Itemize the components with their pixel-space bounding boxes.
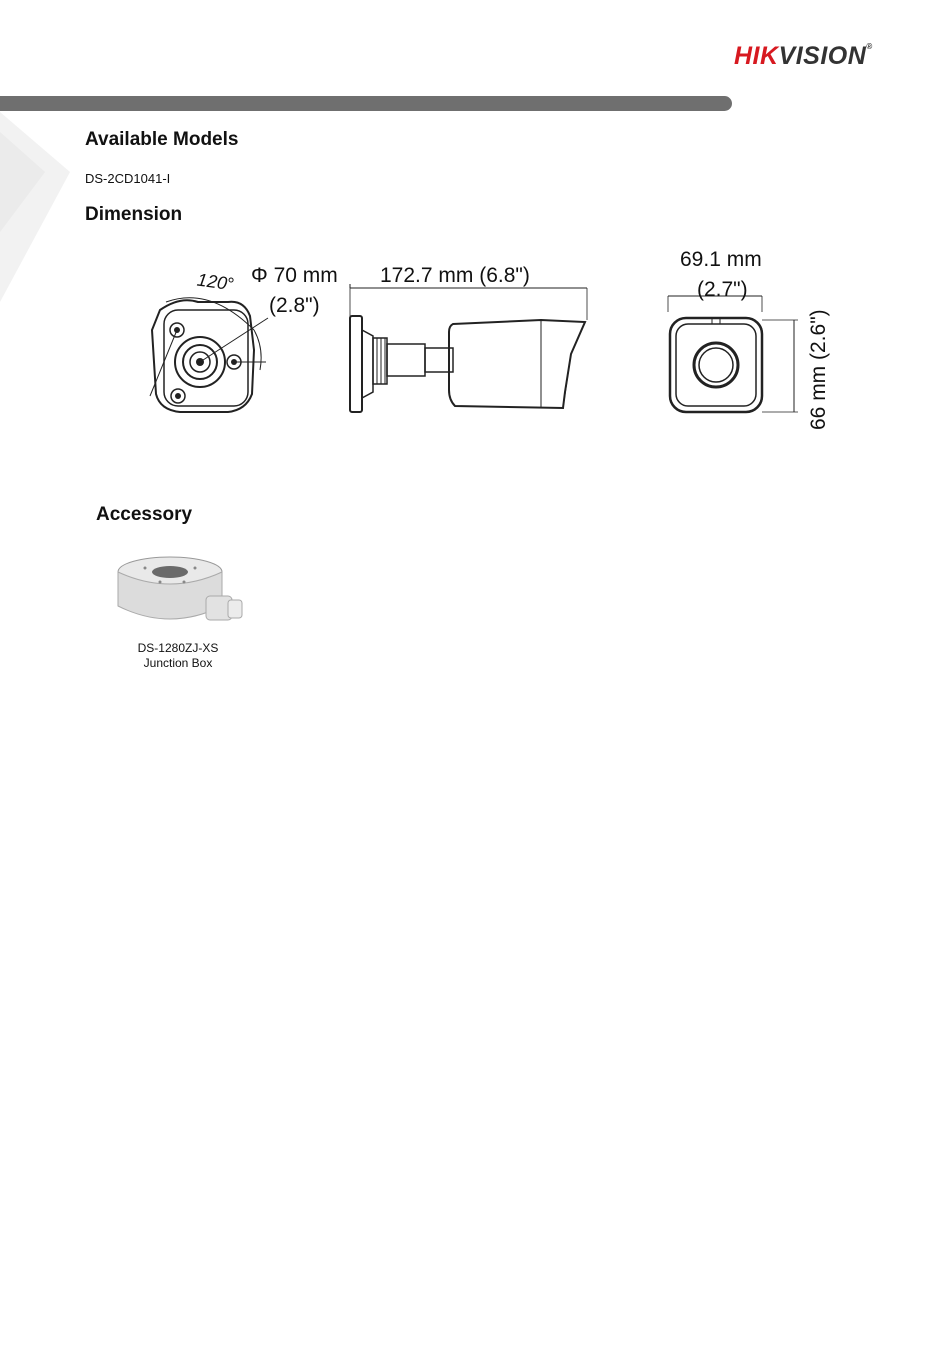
dimension-heading: Dimension	[85, 204, 183, 225]
accessory-heading: Accessory	[96, 504, 193, 525]
accessory-name: Junction Box	[143, 656, 213, 670]
length-label: 172.7 mm (6.8")	[380, 264, 530, 287]
logo-part-hik: HIK	[734, 42, 779, 70]
hikvision-logo	[734, 42, 873, 71]
angle-value: 120	[195, 269, 229, 294]
camera-front-view	[662, 290, 802, 420]
header-bar	[0, 96, 732, 111]
camera-mount-view	[140, 290, 270, 420]
diameter-label: Φ 70 mm	[251, 264, 338, 287]
width-label: 69.1 mm	[680, 248, 762, 271]
watermark-graphic	[0, 112, 80, 312]
trademark-symbol: ®	[866, 42, 873, 51]
accessory-model: DS-1280ZJ-XS	[137, 641, 219, 655]
model-number: DS-2CD1041-I	[85, 171, 171, 186]
available-models-heading: Available Models	[85, 129, 239, 150]
diameter-inches-label: (2.8")	[269, 294, 320, 317]
junction-box-icon	[110, 550, 250, 635]
logo-part-vision: VISION	[778, 42, 867, 70]
width-inches-label: (2.7")	[697, 278, 748, 301]
height-label: 66 mm (2.6")	[807, 309, 830, 430]
camera-side-view	[345, 280, 595, 420]
angle-degree: °	[225, 273, 236, 295]
